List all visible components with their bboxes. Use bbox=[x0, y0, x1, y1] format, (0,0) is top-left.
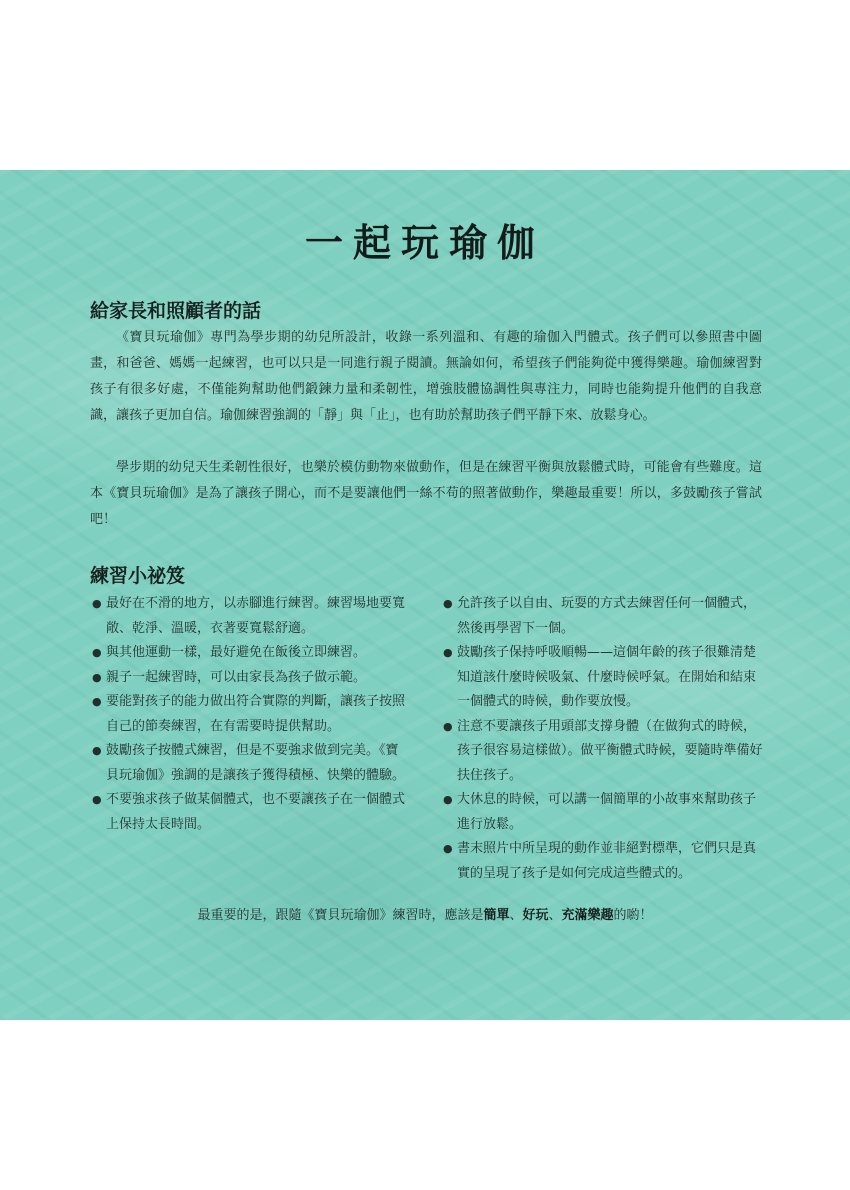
emphasis-fun: 好玩 bbox=[522, 908, 549, 923]
bullet-icon: ● bbox=[92, 695, 102, 708]
bullet-icon: ● bbox=[443, 719, 453, 733]
bullet-icon: ● bbox=[92, 793, 102, 806]
tips-section-heading: 練習小祕笈 bbox=[90, 565, 186, 587]
bullet-icon: ● bbox=[92, 646, 102, 659]
tip-item: ● 與其他運動一樣，最好避免在飯後立即練習。 bbox=[92, 641, 408, 666]
tips-list-left bbox=[92, 592, 408, 837]
tip-item: ● 不要強求孩子做某個體式，也不要讓孩子在一個體式上保持太長時間。 bbox=[92, 788, 408, 837]
page-title: 一起玩瑜伽 bbox=[304, 221, 545, 265]
tip-item: ● 要能對孩子的能力做出符合實際的判斷，讓孩子按照自己的節奏練習，在有需要時提供幫助。 bbox=[92, 690, 408, 739]
teal-panel bbox=[0, 170, 850, 1020]
emphasis-full-of-joy: 充滿樂趣 bbox=[561, 908, 614, 923]
closing-sentence: 最重要的是，跟隨《寶貝玩瑜伽》練習時，應該是簡單、好玩、充滿樂趣的喲！ bbox=[197, 908, 653, 923]
tip-item: ● 鼓勵孩子按體式練習，但是不要強求做到完美。《寶貝玩瑜伽》強調的是讓孩子獲得積極、快樂的體驗。 bbox=[92, 739, 408, 788]
parents-paragraph-1: 《寶貝玩瑜伽》專門為學步期的幼兒所設計，收錄一系列溫和、有趣的瑜伽入門體式。孩子們可以參照書中圖畫，和爸爸、媽媽一起練習，也可以只是一同進行親子閱讀。無論如何，希望孩子們能夠從中獲得樂趣。瑜伽練習對孩子有很多好處，不僅能夠幫助他們鍛鍊力量和柔韌性，增強肢體協調性與專注力，同時也能夠提升他們的自我意識，讓孩子更加自信。瑜伽練習強調的「靜」與「止」，也有助於幫助孩子們平靜下來、放鬆身心。 bbox=[90, 330, 762, 423]
bullet-icon: ● bbox=[92, 744, 102, 757]
tip-item: ● 親子一起練習時，可以由家長為孩子做示範。 bbox=[92, 666, 408, 691]
bullet-icon: ● bbox=[92, 670, 102, 684]
bullet-icon: ● bbox=[443, 646, 453, 659]
bullet-icon: ● bbox=[443, 597, 453, 610]
parents-paragraph-2: 學步期的幼兒天生柔韌性很好，也樂於模仿動物來做動作，但是在練習平衡與放鬆體式時，可能會有些難度。這本《寶貝玩瑜伽》是為了讓孩子開心，而不是要讓他們一絲不苟的照著做動作，樂趣最重要！所以，多鼓勵孩子嘗試吧！ bbox=[90, 460, 762, 527]
tip-item: ● 大休息的時候，可以講一個簡單的小故事來幫助孩子進行放鬆。 bbox=[443, 788, 763, 837]
tip-item: ● 允許孩子以自由、玩耍的方式去練習任何一個體式，然後再學習下一個。 bbox=[443, 592, 763, 641]
tip-item: ● 最好在不滑的地方，以赤腳進行練習。練習場地要寬敞、乾淨、溫暖，衣著要寬鬆舒適。 bbox=[92, 592, 408, 641]
bullet-icon: ● bbox=[92, 597, 102, 610]
emphasis-simple: 簡單 bbox=[483, 908, 510, 923]
tip-item: ● 注意不要讓孩子用頭部支撐身體（在做狗式的時候，孩子很容易這樣做）。做平衡體式時候，要隨時準備好扶住孩子。 bbox=[443, 715, 763, 789]
tips-list-right bbox=[443, 592, 763, 886]
bullet-icon: ● bbox=[443, 793, 453, 806]
tip-item: ● 鼓勵孩子保持呼吸順暢——這個年齡的孩子很難清楚知道該什麼時候吸氣、什麼時候呼氣。在開始和結束一個體式的時候，動作要放慢。 bbox=[443, 641, 763, 715]
tip-item: ● 書末照片中所呈現的動作並非絕對標準，它們只是真實的呈現了孩子是如何完成這些體式的。 bbox=[443, 837, 763, 886]
parents-section-heading: 給家長和照顧者的話 bbox=[90, 300, 262, 322]
bullet-icon: ● bbox=[443, 842, 453, 855]
